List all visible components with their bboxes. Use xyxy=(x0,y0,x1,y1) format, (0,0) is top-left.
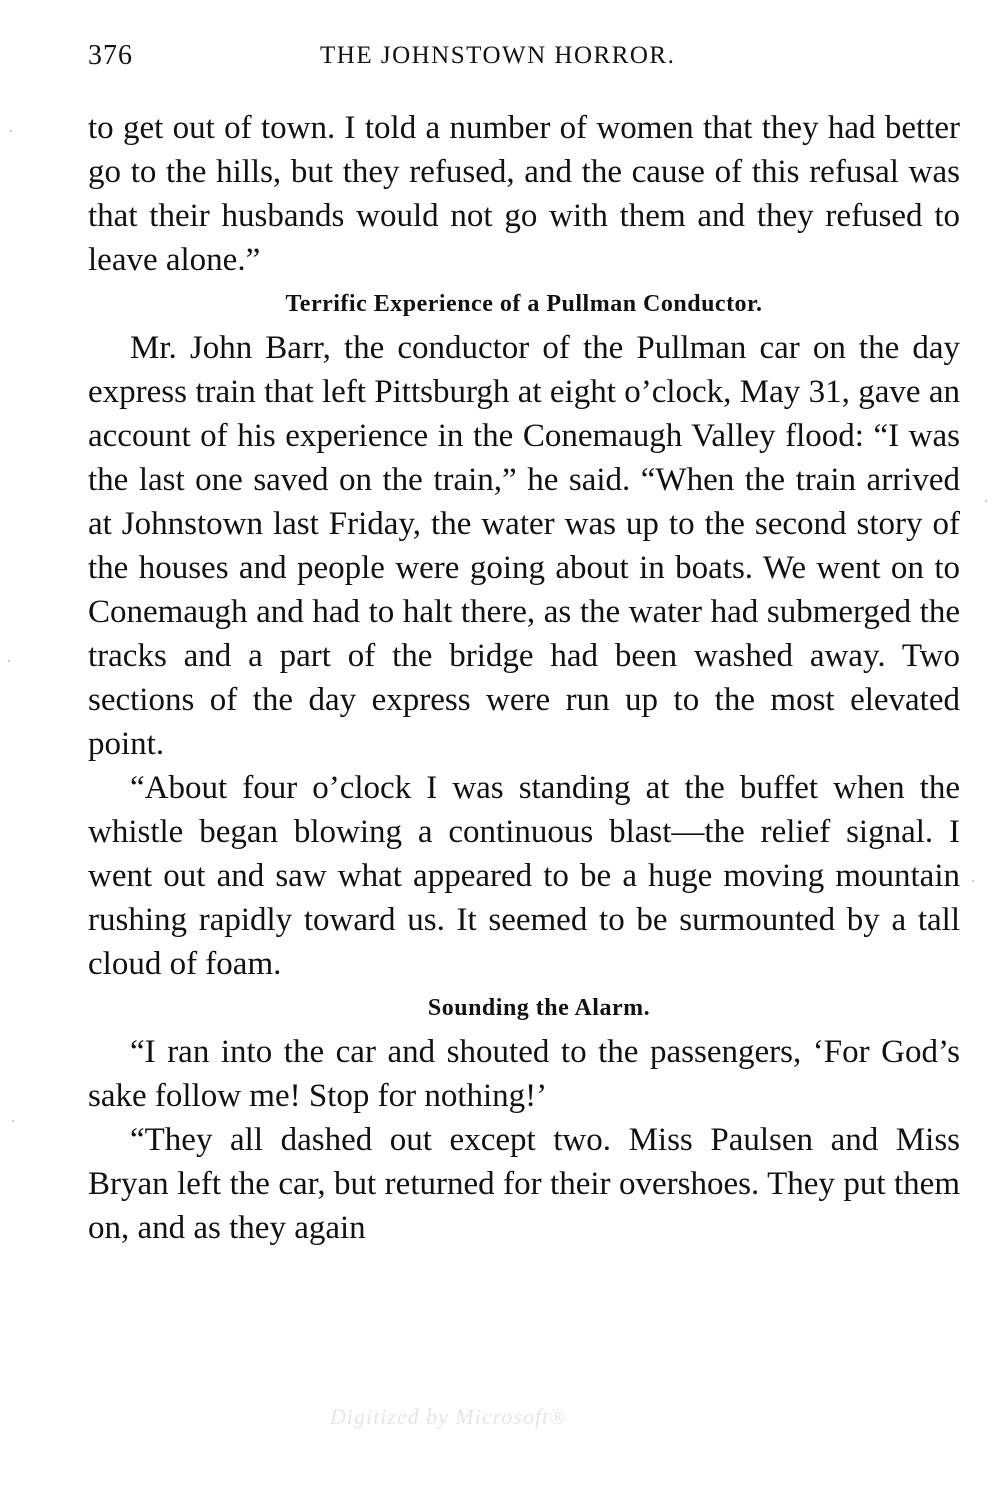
section-heading-pullman-conductor: Terrific Experience of a Pullman Conductor. xyxy=(285,291,763,317)
paragraph-continued: to get out of town. I told a number of women that they had better go to the hills, but they refused, and the cause of this refusal was that their husbands would not go with them and they refused to leave alone.” xyxy=(88,110,960,278)
scan-speck xyxy=(985,500,987,502)
digitization-watermark: Digitized by Microsoft® xyxy=(330,1404,567,1429)
section-heading-sounding-alarm: Sounding the Alarm. xyxy=(427,995,651,1021)
scan-speck xyxy=(972,880,974,882)
scan-speck xyxy=(12,1120,14,1122)
page-header xyxy=(88,40,960,80)
scan-speck xyxy=(8,660,10,662)
paragraph-john-barr: Mr. John Barr, the conductor of the Pullman car on the day express train that left Pittsburgh at eight o’clock, May 31, gave an account of his experience in the Conemaugh Valley flood: “I was the last one saved on the train,” he said. “When the train arrived at Johnstown last Friday, the water was up to the second story of the houses and people were going about in boats. We went on to Conemaugh and had to halt there, as the water had submerged the tracks and a part of the bridge had been washed away. Two sections of the day express were run up to the most elevated point. xyxy=(88,330,960,762)
page-body xyxy=(88,106,960,1250)
paragraph-four-oclock: “About four o’clock I was standing at the buffet when the whistle began blowing a continuous blast—the relief signal. I went out and saw what appeared to be a huge moving mountain rushing rapidly toward us. It seemed to be surmounted by a tall cloud of foam. xyxy=(88,770,960,982)
page-number: 376 xyxy=(88,40,133,71)
paragraph-dashed-out: “They all dashed out except two. Miss Paulsen and Miss Bryan left the car, but returned for their overshoes. They put them on, and as they again xyxy=(88,1122,960,1246)
paragraph-ran-into-car: “I ran into the car and shouted to the passengers, ‘For God’s sake follow me! Stop for nothing!’ xyxy=(88,1034,960,1114)
scan-speck xyxy=(10,130,12,132)
running-head: THE JOHNSTOWN HORROR. xyxy=(320,42,676,69)
